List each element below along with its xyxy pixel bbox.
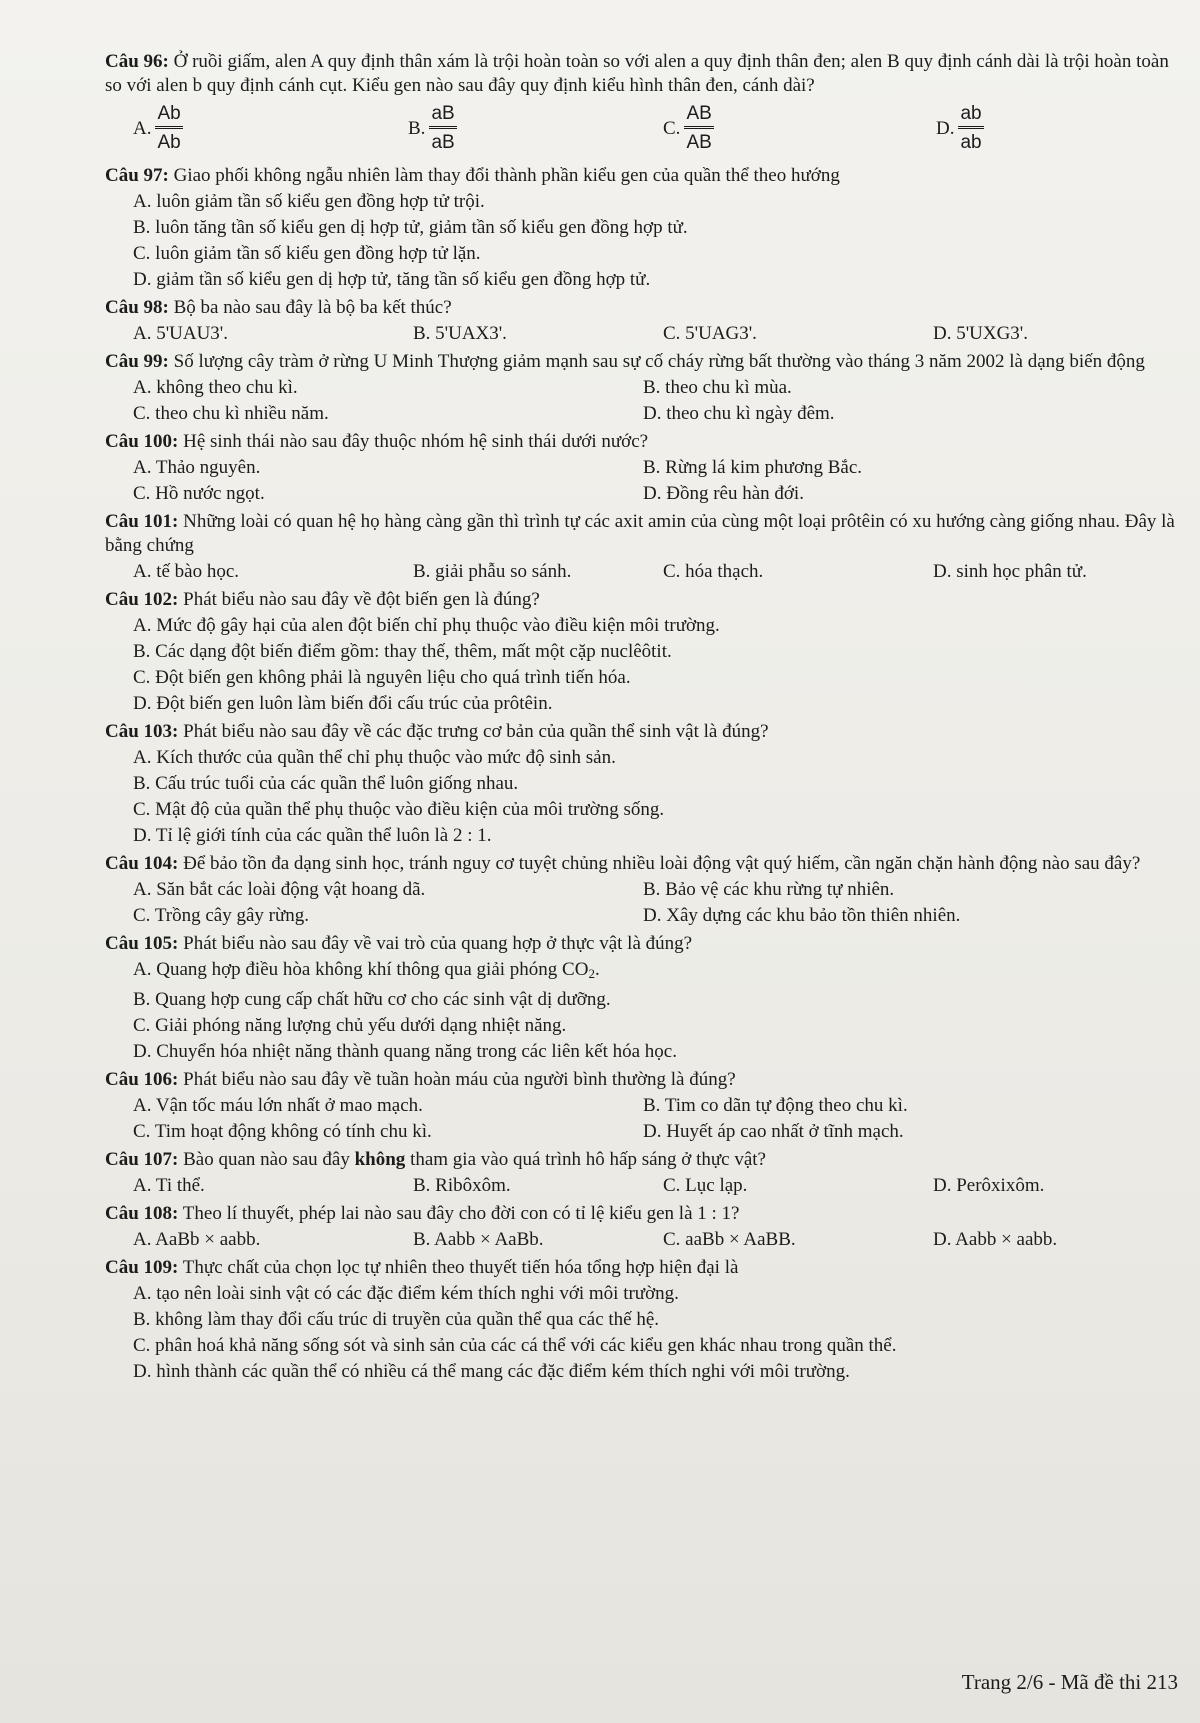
option-c: C. phân hoá khả năng sống sót và sinh sản của các cá thể với các kiểu gen khác nhau trong quần thể. <box>133 1335 897 1356</box>
option-b: B. Quang hợp cung cấp chất hữu cơ cho các sinh vật dị dưỡng. <box>133 989 611 1010</box>
option-d: D. Huyết áp cao nhất ở tĩnh mạch. <box>643 1121 904 1142</box>
option-b: B. giải phẫu so sánh. <box>413 561 572 582</box>
option-a: A. luôn giảm tần số kiểu gen đồng hợp tử trội. <box>133 191 485 212</box>
option-b: B. 5'UAX3'. <box>413 323 507 344</box>
option-a: A. Thảo nguyên. <box>133 457 261 478</box>
option-d: D. Xây dựng các khu bảo tồn thiên nhiên. <box>643 905 961 926</box>
question-number: Câu 107: <box>105 1149 179 1170</box>
option-row <box>105 376 1175 400</box>
option-a: A. Săn bắt các loài động vật hoang dã. <box>133 879 426 900</box>
option-c: C. Giải phóng năng lượng chủ yếu dưới dạng nhiệt năng. <box>133 1015 567 1036</box>
question-text: Những loài có quan hệ họ hàng càng gần thì trình tự các axit amin của cùng một loại prôtêin có xu hướng càng giống nhau. Đây là bằng chứng <box>105 511 1175 556</box>
option-d: D. sinh học phân tử. <box>933 561 1087 582</box>
option-row <box>105 1120 1175 1144</box>
question-100 <box>105 430 1175 506</box>
option-a: A. 5'UAU3'. <box>133 323 228 344</box>
option-a: A. Mức độ gây hại của alen đột biến chỉ phụ thuộc vào điều kiện môi trường. <box>133 615 720 636</box>
option-a: A. tạo nên loài sinh vật có các đặc điểm kém thích nghi với môi trường. <box>133 1283 679 1304</box>
exam-content <box>105 50 1175 1388</box>
option-b: B. không làm thay đổi cấu trúc di truyền của quần thể qua các thế hệ. <box>133 1309 660 1330</box>
option-c: C. Trồng cây gây rừng. <box>133 905 310 926</box>
question-105 <box>105 932 1175 1064</box>
option-a: A. Kích thước của quần thể chỉ phụ thuộc vào mức độ sinh sản. <box>133 747 616 768</box>
option-c: C. Hồ nước ngọt. <box>133 483 265 504</box>
question-number: Câu 106: <box>105 1069 179 1090</box>
question-number: Câu 97: <box>105 165 169 186</box>
option-c: C. luôn giảm tần số kiểu gen đồng hợp tử lặn. <box>133 243 481 264</box>
page-footer: Trang 2/6 - Mã đề thi 213 <box>961 1670 1178 1694</box>
question-number: Câu 104: <box>105 853 179 874</box>
genotype-fraction: $\frac{AB}{AB}$ <box>686 103 712 153</box>
option-row <box>105 482 1175 506</box>
question-number: Câu 103: <box>105 721 179 742</box>
question-number: Câu 98: <box>105 297 169 318</box>
option-row <box>105 322 1175 346</box>
option-a: A. $\frac{Ab}{Ab}$ <box>133 103 181 153</box>
option-c: C. 5'UAG3'. <box>663 323 757 344</box>
option-a: A. Vận tốc máu lớn nhất ở mao mạch. <box>133 1095 423 1116</box>
option-d: D. theo chu kì ngày đêm. <box>643 403 835 424</box>
question-text: Thực chất của chọn lọc tự nhiên theo thuyết tiến hóa tổng hợp hiện đại là <box>182 1257 739 1278</box>
question-number: Câu 102: <box>105 589 179 610</box>
question-number: Câu 96: <box>105 51 169 72</box>
question-number: Câu 109: <box>105 1257 179 1278</box>
question-text: Hệ sinh thái nào sau đây thuộc nhóm hệ sinh thái dưới nước? <box>183 431 649 452</box>
option-a: A. Quang hợp điều hòa không khí thông qua giải phóng $CO_2$. <box>133 959 600 981</box>
question-text: Theo lí thuyết, phép lai nào sau đây cho đời con có tỉ lệ kiểu gen là 1 : 1? <box>182 1203 740 1224</box>
question-text: Bộ ba nào sau đây là bộ ba kết thúc? <box>173 297 452 318</box>
option-c: C. Tim hoạt động không có tính chu kì. <box>133 1121 432 1142</box>
option-b: B. $\frac{aB}{aB}$ <box>408 103 455 153</box>
option-row <box>105 402 1175 426</box>
question-text: Phát biểu nào sau đây về các đặc trưng cơ bản của quần thể sinh vật là đúng? <box>183 721 769 742</box>
option-b: B. Rừng lá kim phương Bắc. <box>643 457 863 478</box>
option-b: B. Ribôxôm. <box>413 1175 511 1196</box>
option-a: A. không theo chu kì. <box>133 377 298 398</box>
option-b: B. Bảo vệ các khu rừng tự nhiên. <box>643 879 895 900</box>
question-number: Câu 100: <box>105 431 179 452</box>
option-c: C. $\frac{AB}{AB}$ <box>663 103 712 153</box>
question-108 <box>105 1202 1175 1252</box>
question-107: Câu 107: Bào quan nào sau đây không tham gia vào quá trình hô hấp sáng ở thực vật? A. Ti thể. B. Ribôxôm. C. Lục lạp. D. Perôxixôm. <box>105 1148 1175 1198</box>
question-103 <box>105 720 1175 848</box>
question-99 <box>105 350 1175 426</box>
question-text: Phát biểu nào sau đây về đột biến gen là đúng? <box>183 589 540 610</box>
option-b: B. luôn tăng tần số kiểu gen dị hợp tử, giảm tần số kiểu gen đồng hợp tử. <box>133 217 688 238</box>
option-d: D. Perôxixôm. <box>933 1175 1045 1196</box>
option-c: C. Mật độ của quần thể phụ thuộc vào điều kiện của môi trường sống. <box>133 799 665 820</box>
option-c: C. Lục lạp. <box>663 1175 748 1196</box>
question-text: Giao phối không ngẫu nhiên làm thay đổi thành phần kiểu gen của quần thể theo hướng <box>173 165 840 186</box>
option-b: B. Tim co dãn tự động theo chu kì. <box>643 1095 908 1116</box>
option-b: B. Cấu trúc tuổi của các quần thể luôn giống nhau. <box>133 773 519 794</box>
question-text: Số lượng cây tràm ở rừng U Minh Thượng giảm mạnh sau sự cố cháy rừng bất thường vào tháng 3 năm 2002 là dạng biến động <box>173 351 1145 372</box>
option-row <box>105 1174 1175 1198</box>
option-d: D. $\frac{ab}{ab}$ <box>936 103 982 153</box>
option-b: B. Aabb × AaBb. <box>413 1229 544 1250</box>
option-b: B. Các dạng đột biến điểm gồm: thay thế, thêm, mất một cặp nuclêôtit. <box>133 641 672 662</box>
option-c: C. theo chu kì nhiều năm. <box>133 403 329 424</box>
option-row <box>105 1228 1175 1252</box>
option-a: A. Ti thể. <box>133 1175 205 1196</box>
genotype-fraction: $\frac{aB}{aB}$ <box>431 103 455 153</box>
option-d: D. Chuyển hóa nhiệt năng thành quang năng trong các liên kết hóa học. <box>133 1041 677 1062</box>
question-104 <box>105 852 1175 928</box>
option-row <box>105 878 1175 902</box>
option-row <box>105 904 1175 928</box>
question-text: Ở ruồi giấm, alen A quy định thân xám là trội hoàn toàn so với alen a quy định thân đen; alen B quy định cánh dài là trội hoàn toàn so với alen b quy định cánh cụt. Kiểu gen nào sau đây quy định kiểu hình thân đen, cánh dài? <box>105 51 1169 96</box>
option-c: C. hóa thạch. <box>663 561 764 582</box>
question-106 <box>105 1068 1175 1144</box>
question-text: Phát biểu nào sau đây về tuần hoàn máu của người bình thường là đúng? <box>183 1069 736 1090</box>
question-number: Câu 105: <box>105 933 179 954</box>
option-d: D. Tỉ lệ giới tính của các quần thể luôn là 2 : 1. <box>133 825 492 846</box>
genotype-fraction: $\frac{Ab}{Ab}$ <box>157 103 181 153</box>
question-96 <box>105 50 1175 158</box>
emphasis-not: không <box>354 1149 406 1170</box>
option-d: D. Đột biến gen luôn làm biến đổi cấu trúc của prôtêin. <box>133 693 553 714</box>
option-a: A. AaBb × aabb. <box>133 1229 261 1250</box>
option-a: A. tế bào học. <box>133 561 240 582</box>
question-102 <box>105 588 1175 716</box>
option-c: C. Đột biến gen không phải là nguyên liệu cho quá trình tiến hóa. <box>133 667 631 688</box>
question-98 <box>105 296 1175 346</box>
option-d: D. 5'UXG3'. <box>933 323 1028 344</box>
option-d: D. Đồng rêu hàn đới. <box>643 483 804 504</box>
question-number: Câu 101: <box>105 511 179 532</box>
question-109 <box>105 1256 1175 1384</box>
option-c: C. aaBb × AaBB. <box>663 1229 796 1250</box>
question-number: Câu 99: <box>105 351 169 372</box>
option-b: B. theo chu kì mùa. <box>643 377 792 398</box>
option-row <box>105 560 1175 584</box>
question-101 <box>105 510 1175 584</box>
genotype-fraction: $\frac{ab}{ab}$ <box>960 103 982 153</box>
question-number: Câu 108: <box>105 1203 179 1224</box>
question-text: Để bảo tồn đa dạng sinh học, tránh nguy cơ tuyệt chủng nhiều loài động vật quý hiếm, cần ngăn chặn hành động nào sau đây? <box>183 853 1141 874</box>
option-row <box>105 456 1175 480</box>
option-row <box>105 100 1175 158</box>
option-d: D. giảm tần số kiểu gen dị hợp tử, tăng tần số kiểu gen đồng hợp tử. <box>133 269 651 290</box>
option-d: D. Aabb × aabb. <box>933 1229 1058 1250</box>
question-text: Phát biểu nào sau đây về vai trò của quang hợp ở thực vật là đúng? <box>183 933 693 954</box>
option-d: D. hình thành các quần thể có nhiều cá thể mang các đặc điểm kém thích nghi với môi trường. <box>133 1361 850 1382</box>
option-row <box>105 1094 1175 1118</box>
question-97 <box>105 164 1175 292</box>
